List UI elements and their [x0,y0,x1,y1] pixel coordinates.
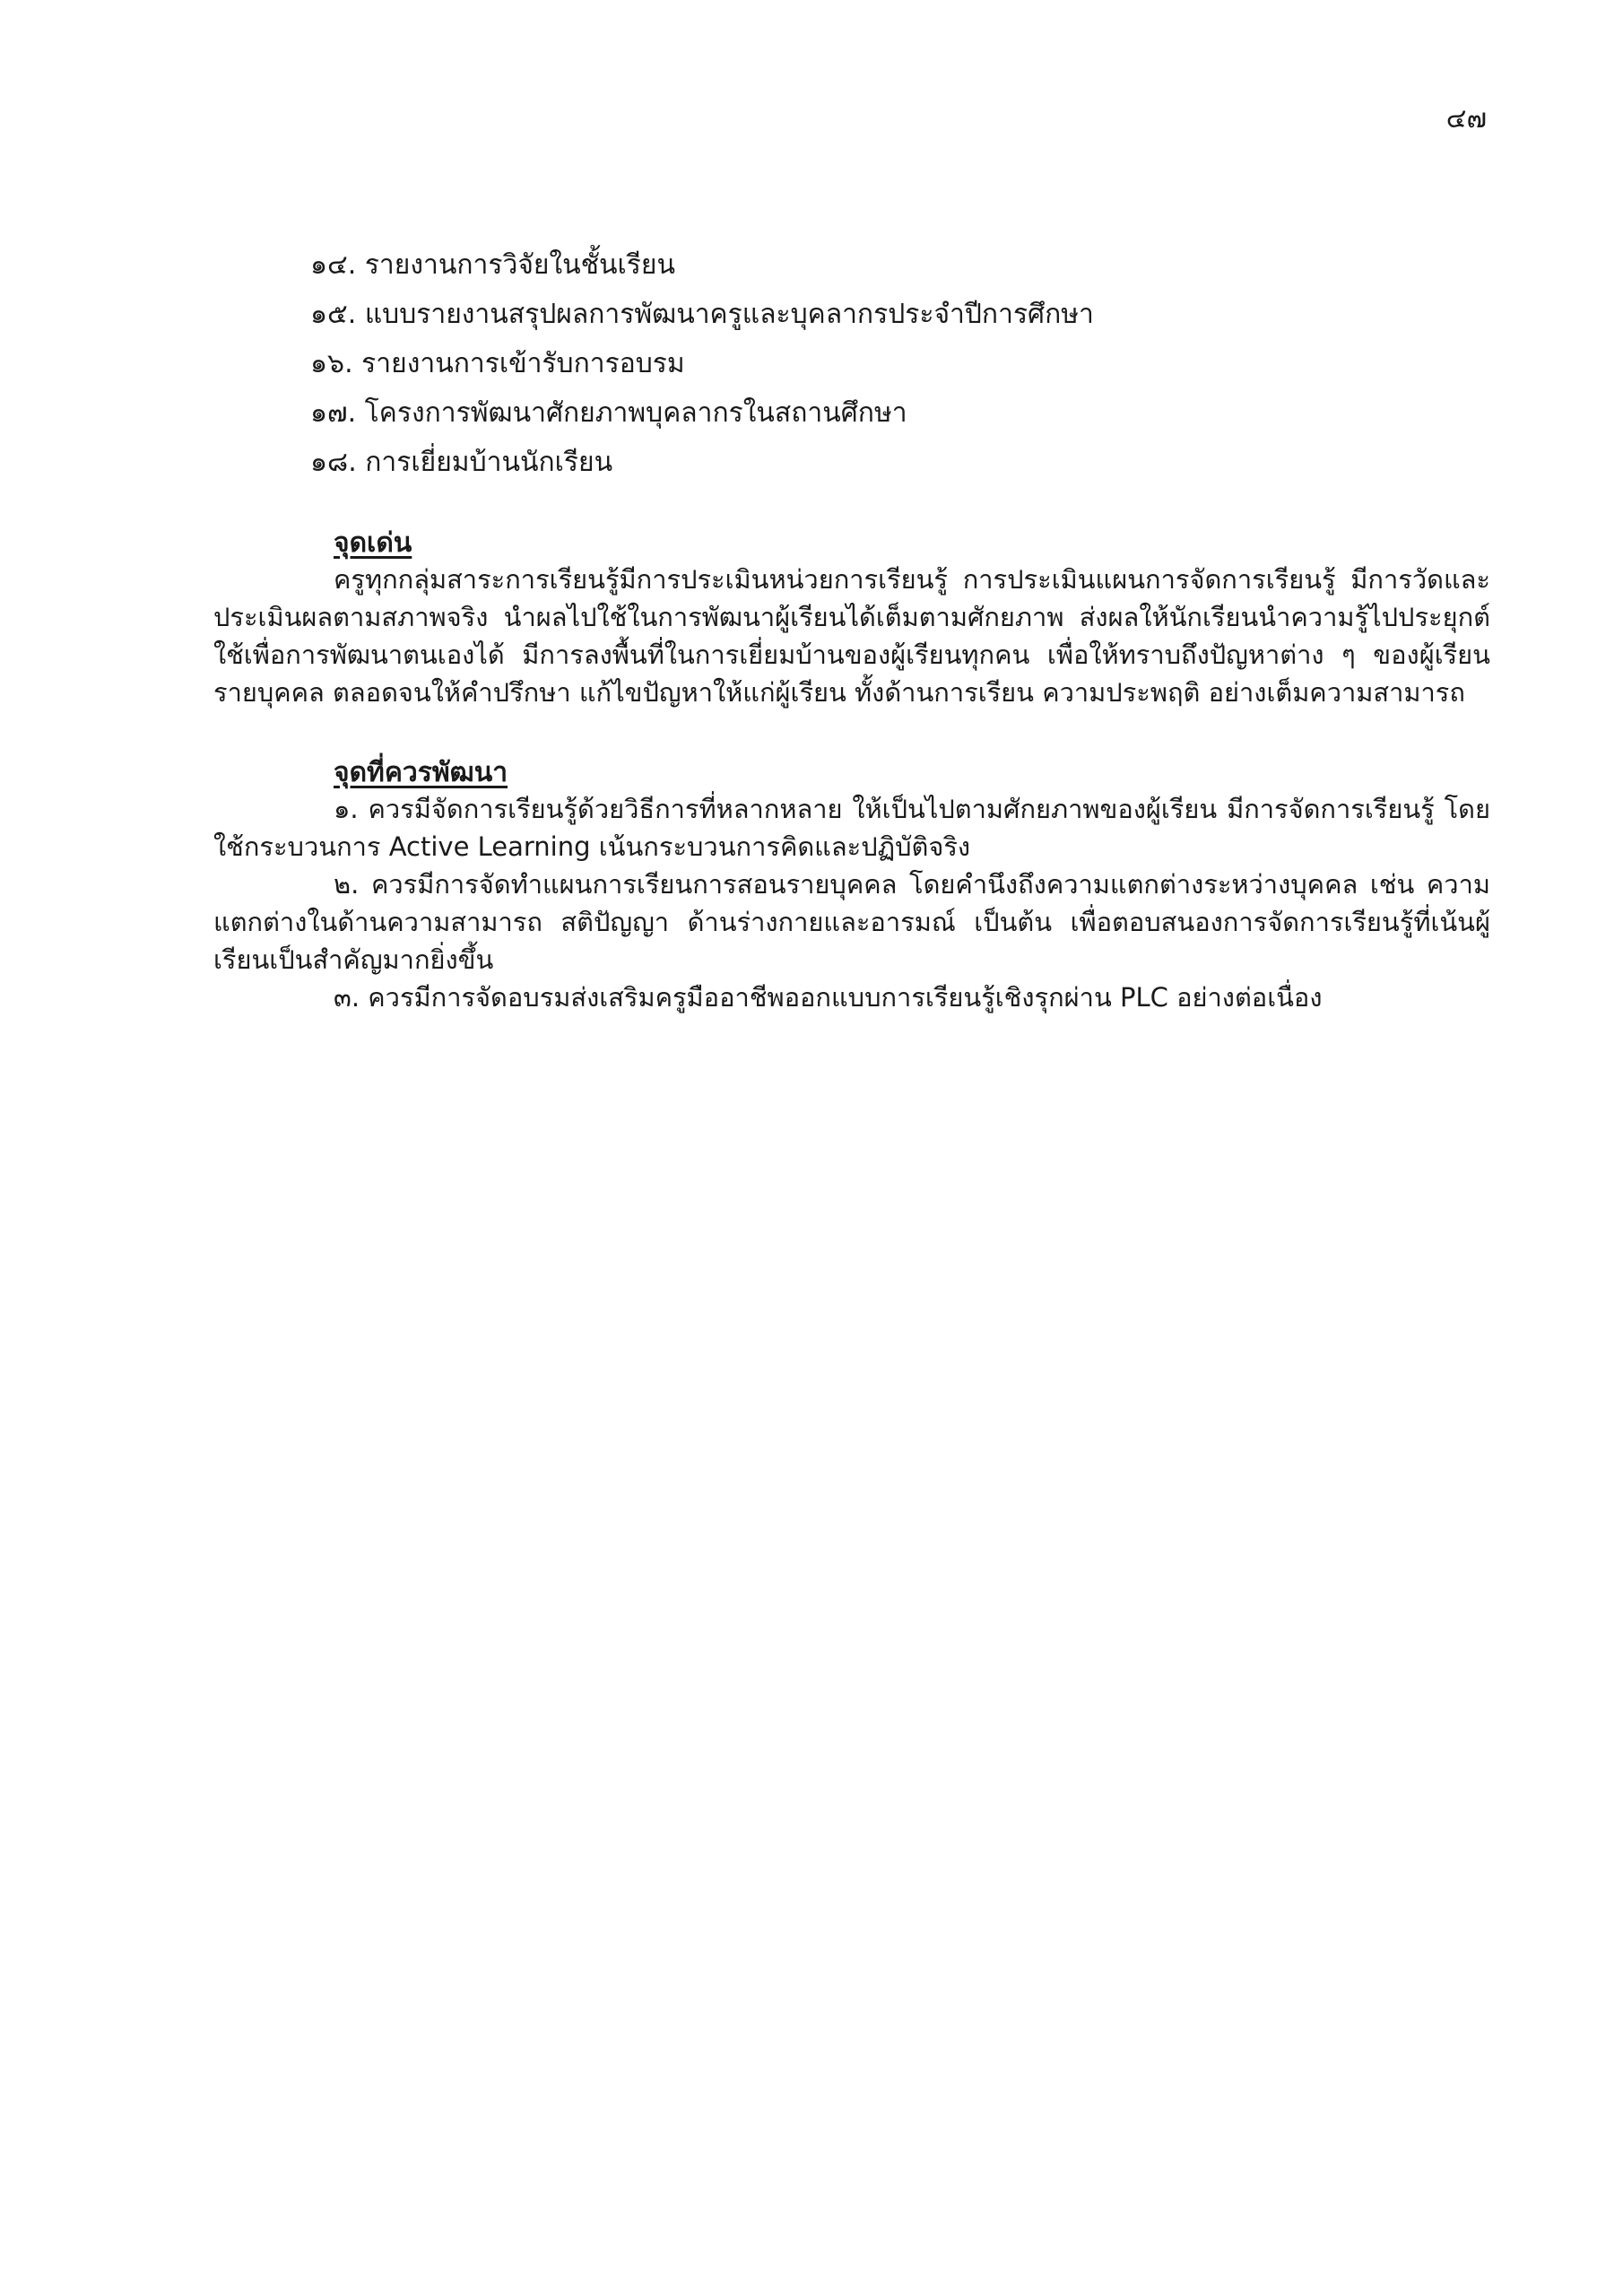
page-number: ๔๗ [1445,103,1487,135]
list-item: ๑๖. รายงานการเข้ารับการอบรม [310,348,685,379]
improvement-item-2: ๒. ควรมีการจัดทำแผนการเรียนการสอนรายบุคคล โดยคำนึงถึงความแตกต่างระหว่างบุคคล เช่น ความแตกต่างในด้านความสามารถ สติปัญญา ด้านร่างกายและอารมณ์ เป็นต้น เพื่อตอบสนองการจัดการเรียนรู้ที่เน้นผู้เรียนเป็นสำคัญมากยิ่งขึ้น [213,869,1490,975]
improvement-item-1: ๑. ควรมีจัดการเรียนรู้ด้วยวิธีการที่หลากหลาย ให้เป็นไปตามศักยภาพของผู้เรียน มีการจัดการเรียนรู้ โดยใช้กระบวนการ Active Learning เน้นกระบวนการคิดและปฏิบัติจริง [213,794,1490,862]
list-item: ๑๔. รายงานการวิจัยในชั้นเรียน [310,249,675,281]
evidence-list [213,240,1490,487]
improvement-item-3: ๓. ควรมีการจัดอบรมส่งเสริมครูมืออาชีพออกแบบการเรียนรู้เชิงรุกผ่าน PLC อย่างต่อเนื่อง [334,982,1323,1013]
list-item: ๑๕. แบบรายงานสรุปผลการพัฒนาครูและบุคลากรประจำปีการศึกษา [310,299,1094,330]
list-item: ๑๘. การเยี่ยมบ้านนักเรียน [310,447,613,478]
list-item: ๑๗. โครงการพัฒนาศักยภาพบุคลากรในสถานศึกษา [310,397,907,429]
strengths-body: ครูทุกกลุ่มสาระการเรียนรู้มีการประเมินหน่วยการเรียนรู้ การประเมินแผนการจัดการเรียนรู้ มีการวัดและประเมินผลตามสภาพจริง นำผลไปใช้ในการพัฒนาผู้เรียนได้เต็มตามศักยภาพ ส่งผลให้นักเรียนนำความรู้ไปประยุกต์ใช้เพื่อการพัฒนาตนเองได้ มีการลงพื้นที่ในการเยี่ยมบ้านของผู้เรียนทุกคน เพื่อให้ทราบถึงปัญหาต่าง ๆ ของผู้เรียนรายบุคคล ตลอดจนให้คำปรึกษา แก้ไขปัญหาให้แก่ผู้เรียน ทั้งด้านการเรียน ความประพฤติ อย่างเต็มความสามารถ [213,564,1490,708]
strengths-section [213,526,1490,711]
improvements-section [213,756,1490,1016]
strengths-heading: จุดเด่น [334,527,412,559]
improvements-heading: จุดที่ควรพัฒนา [334,757,508,788]
document-content [213,240,1490,1016]
